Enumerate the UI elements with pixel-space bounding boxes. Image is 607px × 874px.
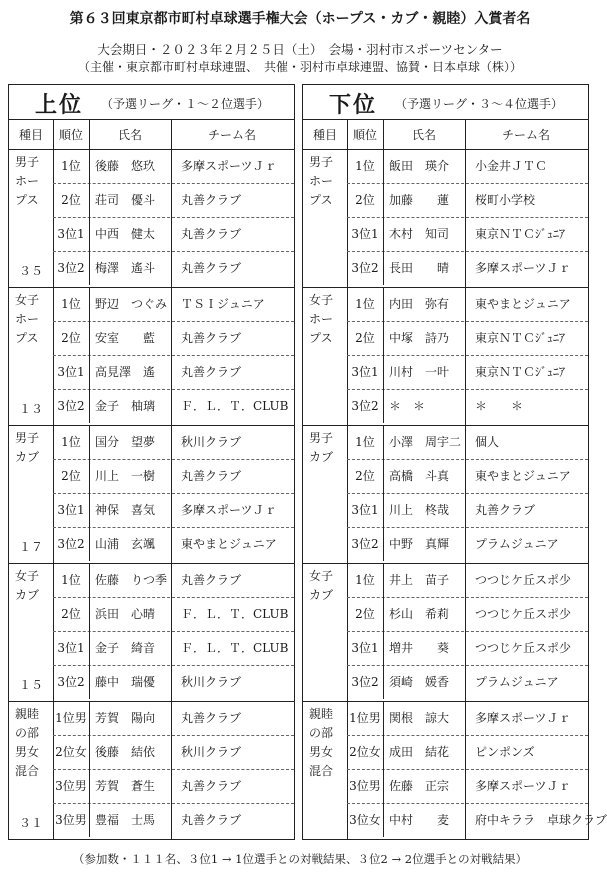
event-cell [9,149,54,287]
table-row [347,217,588,252]
rank-cell: 1位 [53,563,90,597]
team-name: つつじケ丘スポ少 [475,573,572,587]
rank-cell: 1位 [53,287,90,321]
rank-cell: 3位1 [53,217,90,251]
participant-count: １５ [18,678,43,692]
table-row [347,287,588,322]
player-name: 荘司 優斗 [95,193,156,207]
team-name: Ｆ．Ｌ．Ｔ．CLUB [181,399,289,413]
team-name: 多摩スポーツＪｒ [475,261,571,275]
player-name: 成田 結花 [389,745,450,759]
event-group [9,149,294,288]
team-name: 小金井ＪＴＣ [475,159,548,173]
player-name: 飯田 瑛介 [389,159,450,173]
table-row [347,735,588,770]
team-name: 丸善クラブ [181,813,242,827]
team-name: プラムジュニア [475,537,559,551]
player-name: 金子 綺音 [95,641,156,655]
player-name: 高橋 斗真 [389,469,450,483]
event-cell [9,563,54,701]
team-name: 東やまとジュニア [475,297,571,311]
player-name: 藤中 瑞優 [95,675,156,689]
table-row [53,355,294,390]
team-name: 丸善クラブ [181,261,242,275]
event-cell [9,425,54,563]
panel-title-main: 上位 [35,92,84,118]
rank-cell: 3位2 [53,665,90,699]
event-name: 女子カブ [15,569,40,602]
lower-panel [302,84,607,840]
rank-cell: 2位 [347,597,384,631]
table-row [53,287,294,322]
organizers: （主催・東京都市町村卓球連盟、 共催・羽村市卓球連盟、協賛・日本卓球（株）） [77,60,522,74]
player-name: 小澤 周宇二 [389,435,462,449]
rank-cell: 2位 [53,321,90,355]
player-name: ＊ ＊ [389,399,426,413]
header-divider [383,119,384,149]
table-row [347,149,588,184]
team-name: 東やまとジュニア [475,469,571,483]
rank-cell: 3位2 [347,665,384,699]
player-name: 関根 諒大 [389,711,450,725]
event-name: 男子カブ [309,431,334,464]
header-event: 種目 [312,128,337,142]
rank-cell: 3位2 [53,527,90,561]
team-name: つつじケ丘スポ少 [475,641,572,655]
event-group [303,563,588,702]
player-name: 神保 喜気 [95,503,156,517]
player-name: 中塚 詩乃 [389,331,450,345]
table-row [347,459,588,494]
team-name: 多摩スポーツＪｒ [475,711,571,725]
rank-cell: 3位2 [347,389,384,423]
table-row [53,803,294,837]
team-name: 東京ＮＴＣｼﾞｭﾆｱ [475,365,566,379]
team-name: 多摩スポーツＪｒ [181,503,277,517]
team-name: 丸善クラブ [181,331,242,345]
table-row [347,389,588,423]
team-name: ＴＳＩジュニア [181,297,265,311]
team-name: 丸善クラブ [181,227,242,241]
player-name: 川上 一樹 [95,469,156,483]
rank-cell: 1位男 [53,701,90,735]
rank-cell: 3位1 [347,355,384,389]
rank-cell: 3位男 [347,769,384,803]
event-name: 男子ホープス [15,155,40,207]
participant-count: ３１ [18,816,43,830]
participant-count: ３５ [18,264,43,278]
table-row [53,769,294,804]
player-name: 杉山 希莉 [389,607,450,621]
footer-note: （参加数・１１１名、３位1 → 1位選手との対戦結果、３位2 → 2位選手との対戦結果） [72,852,528,866]
header-team: チーム名 [501,128,550,142]
rank-cell: 1位 [347,563,384,597]
player-name: 野辺 つぐみ [95,297,168,311]
team-name: Ｆ．Ｌ．Ｔ．CLUB [181,641,289,655]
table-row [53,701,294,736]
event-cell [303,563,348,701]
table-row [347,631,588,666]
rank-cell: 3位男 [53,769,90,803]
team-name: ＊ ＊ [475,399,524,413]
rank-cell: 2位 [347,459,384,493]
participant-count: １７ [18,540,43,554]
player-name: 高見澤 遙 [95,365,156,379]
header-divider [89,119,90,149]
column-divider [171,149,172,839]
header-divider [171,119,172,149]
player-name: 中野 真輝 [389,537,450,551]
team-name: 秋川クラブ [181,745,242,759]
player-name: 佐藤 正宗 [389,779,450,793]
team-name: プラムジュニア [475,675,559,689]
team-name: 東京ＮＴＣｼﾞｭﾆｱ [475,331,566,345]
rank-cell: 3位1 [53,355,90,389]
panel-subtitle: （予選リーグ・３～４位選手） [395,97,564,111]
table-row [53,425,294,460]
event-name: 男子カブ [15,431,40,464]
table-row [347,251,588,285]
rank-cell: 1位 [53,425,90,459]
table-row [347,425,588,460]
event-cell [9,287,54,425]
upper-panel [8,84,295,840]
team-name: 丸善クラブ [181,193,242,207]
table-row [53,597,294,632]
table-header [9,119,294,150]
player-name: 山浦 玄颯 [95,537,156,551]
player-name: 長田 晴 [389,261,450,275]
rank-cell: 3位1 [347,631,384,665]
event-name: 女子カブ [309,569,334,602]
header-name: 氏名 [117,128,142,142]
player-name: 梅澤 遙斗 [95,261,156,275]
rank-cell: 3位1 [347,217,384,251]
table-row [347,665,588,699]
rank-cell: 2位女 [53,735,90,769]
header-name: 氏名 [411,128,436,142]
table-row [347,355,588,390]
team-name: 個人 [475,435,500,449]
rank-cell: 3位男 [53,803,90,837]
table-row [347,183,588,218]
table-row [53,149,294,184]
table-row [347,493,588,528]
event-cell [9,701,54,839]
rank-cell: 1位 [53,149,90,183]
rank-cell: 3位1 [347,493,384,527]
table-row [347,769,588,804]
header-team: チーム名 [207,128,256,142]
rank-cell: 3位1 [53,493,90,527]
team-name: ピンポンズ [475,745,535,759]
rank-cell: 2位 [347,321,384,355]
event-group [9,563,294,702]
event-info: 大会期日・２０２３年２月２５日（土） 会場・羽村市スポーツセンター [97,42,503,57]
event-name: 親睦の部男女混合 [15,707,40,778]
player-name: 国分 望夢 [95,435,156,449]
rank-cell: 2位 [53,459,90,493]
event-group [9,425,294,564]
table-row [347,597,588,632]
event-name: 男子ホープス [309,155,334,207]
player-name: 川村 一叶 [389,365,450,379]
rank-cell: 2位 [347,183,384,217]
team-name: 多摩スポーツＪｒ [181,159,277,173]
player-name: 金子 柚璃 [95,399,156,413]
event-group [9,701,294,839]
player-name: 豊福 士馬 [95,813,156,827]
table-row [53,665,294,699]
table-row [53,321,294,356]
document-title: 第６３回東京都市町村卓球選手権大会（ホープス・カブ・親睦）入賞者名 [69,11,531,27]
rank-cell: 3位1 [53,631,90,665]
team-name: 多摩スポーツＪｒ [475,779,571,793]
player-name: 佐藤 りつ季 [95,573,168,587]
team-name: Ｆ．Ｌ．Ｔ．CLUB [181,607,289,621]
rank-cell: 3位2 [347,527,384,561]
header-rank: 順位 [58,128,83,142]
rank-cell: 1位 [347,287,384,321]
participant-count: １３ [18,402,43,416]
table-row [53,735,294,770]
event-group [303,287,588,426]
column-divider [465,149,466,839]
header-event: 種目 [18,128,43,142]
panel-subtitle: （予選リーグ・１～２位選手） [101,97,270,111]
player-name: 安室 藍 [95,331,156,345]
header-divider [465,119,466,149]
table-row [347,527,588,561]
header-divider [53,119,54,149]
team-name: 丸善クラブ [181,573,242,587]
player-name: 後藤 結依 [95,745,156,759]
event-group [9,287,294,426]
table-row [53,527,294,561]
rank-cell: 3位2 [53,389,90,423]
table-row [53,217,294,252]
team-name: 丸善クラブ [181,711,242,725]
team-name: 丸善クラブ [181,469,242,483]
event-group [303,149,588,288]
table-row [347,563,588,598]
player-name: 後藤 悠玖 [95,159,156,173]
player-name: 川上 柊哉 [389,503,450,517]
rank-cell: 1位 [347,149,384,183]
team-name: 丸善クラブ [475,503,536,517]
event-name: 女子ホープス [309,293,334,345]
player-name: 浜田 心晴 [95,607,156,621]
event-name: 親睦の部男女混合 [309,707,334,778]
team-name: 丸善クラブ [181,365,242,379]
player-name: 増井 葵 [389,641,450,655]
table-row [53,631,294,666]
table-row [53,493,294,528]
team-name: 府中キララ 卓球クラブ [475,813,607,827]
table-row [347,803,607,837]
player-name: 内田 弥有 [389,297,450,311]
panel-title [9,85,294,120]
team-name: 秋川クラブ [181,435,242,449]
team-name: つつじケ丘スポ少 [475,607,572,621]
table-row [53,459,294,494]
event-cell [303,701,348,839]
panel-title-main: 下位 [329,92,378,118]
rank-cell: 3位2 [53,251,90,285]
header-rank: 順位 [352,128,377,142]
table-row [53,389,294,423]
player-name: 井上 苗子 [389,573,450,587]
table-row [53,183,294,218]
table-row [53,251,294,285]
rank-cell: 2位 [53,597,90,631]
event-cell [303,149,348,287]
team-name: 丸善クラブ [181,779,242,793]
player-name: 中村 麦 [389,813,450,827]
event-group [303,701,607,839]
header-divider [347,119,348,149]
team-name: 秋川クラブ [181,675,242,689]
table-row [347,321,588,356]
panel-title [303,85,588,120]
event-name: 女子ホープス [15,293,40,345]
table-row [53,563,294,598]
rank-cell: 1位男 [347,701,384,735]
table-header [303,119,588,150]
player-name: 芳賀 蒼生 [95,779,156,793]
rank-cell: 1位 [347,425,384,459]
table-row [347,701,588,736]
team-name: 東京ＮＴＣｼﾞｭﾆｱ [475,227,566,241]
player-name: 加藤 蓮 [389,193,450,207]
event-cell [303,425,348,563]
player-name: 芳賀 陽向 [95,711,156,725]
player-name: 中西 健太 [95,227,156,241]
event-cell [303,287,348,425]
rank-cell: 3位女 [347,803,384,837]
rank-cell: 3位2 [347,251,384,285]
rank-cell: 2位 [53,183,90,217]
event-group [303,425,588,564]
team-name: 桜町小学校 [475,193,536,207]
rank-cell: 2位女 [347,735,384,769]
player-name: 須崎 媛香 [389,675,450,689]
player-name: 木村 知司 [389,227,450,241]
team-name: 東やまとジュニア [181,537,277,551]
